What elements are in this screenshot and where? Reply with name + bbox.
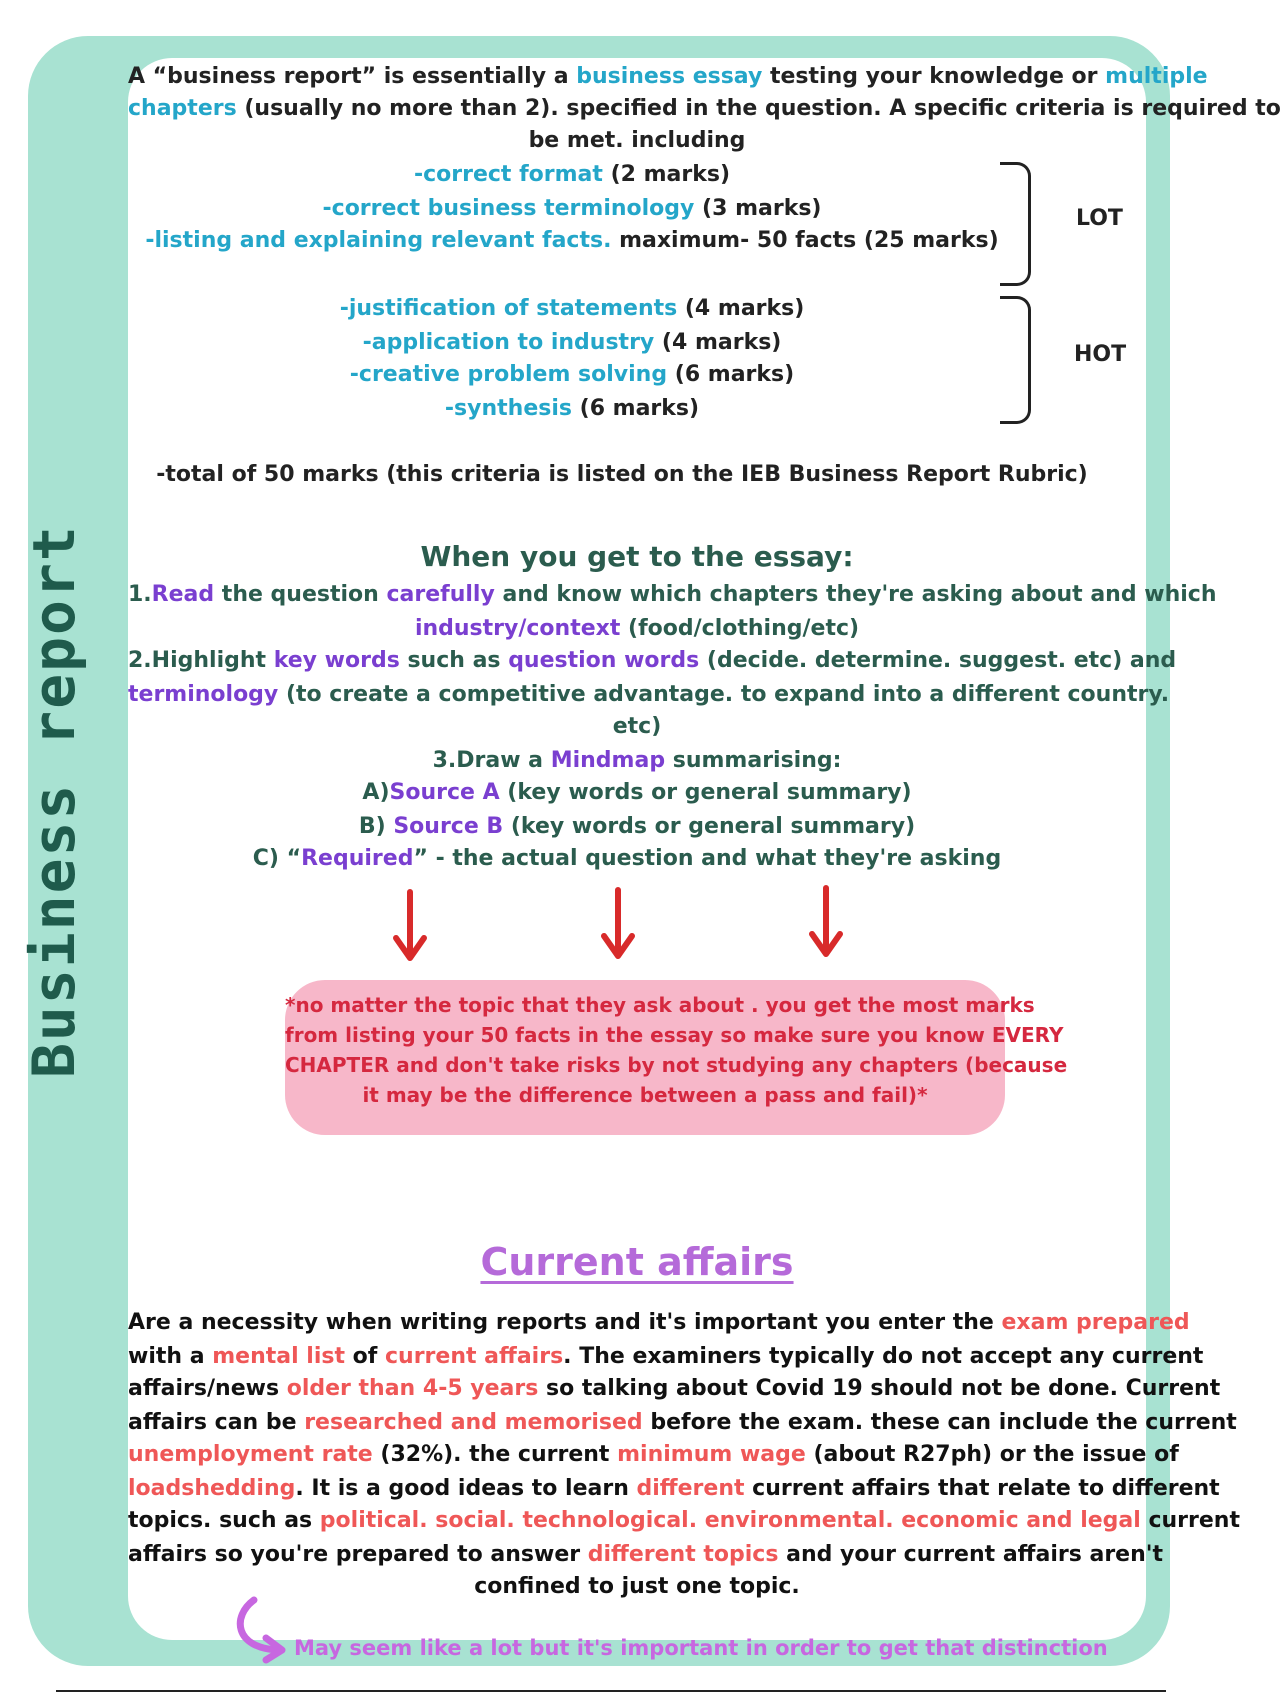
total-marks: -total of 50 marks (this criteria is listed on the IEB Business Report Rubric) <box>156 462 1088 487</box>
bottom-divider <box>56 1690 1166 1692</box>
current-line-6 <box>128 1476 1220 1501</box>
curved-arrow-icon <box>226 1594 296 1664</box>
current-line-4 <box>128 1410 1237 1435</box>
hot-marks: (4 marks) <box>654 330 782 355</box>
para-highlight: minimum wage <box>617 1442 806 1467</box>
hot-label: HOT <box>1074 342 1127 367</box>
para-highlight: political. social. technological. environmental. economic and legal <box>319 1508 1141 1533</box>
step-text: (decide. determine. suggest. etc) and <box>699 648 1177 673</box>
intro-line-3: be met. including <box>528 128 746 153</box>
step-term: question words <box>508 648 700 673</box>
step-2-line-2 <box>128 682 1170 707</box>
para-highlight: mental list <box>212 1344 345 1369</box>
step-text: (key words or general summary) <box>503 814 916 839</box>
arrow-down-icon <box>598 886 638 966</box>
step-term: industry/context <box>414 616 621 641</box>
note-line: it may be the difference between a pass and fail)* <box>362 1083 928 1107</box>
warning-note <box>285 980 1068 1135</box>
content-card <box>128 58 1281 1660</box>
essay-heading <box>128 540 1146 573</box>
lot-marks: (2 marks) <box>602 162 731 187</box>
para-text: and your current affairs aren't <box>778 1542 1164 1567</box>
intro-line-1 <box>128 64 1208 89</box>
step-text: (food/clothing/etc) <box>620 616 860 641</box>
step-text: 2.Highlight <box>128 648 274 673</box>
step-2-line-3: etc) <box>612 714 662 739</box>
para-highlight: older than 4-5 years <box>286 1376 539 1401</box>
step-term: Source B <box>393 814 504 839</box>
para-text: (about R27ph) or the issue of <box>805 1442 1179 1467</box>
para-text: . The examiners typically do not accept any current <box>563 1344 1204 1369</box>
step-2-line-1 <box>128 648 1177 673</box>
step-term: Required <box>301 846 414 871</box>
para-text: . It is a good ideas to learn <box>295 1476 637 1501</box>
intro-line-2 <box>128 96 1281 121</box>
intro-text: testing your knowledge or <box>762 64 1106 89</box>
current-affairs-heading-text: Current affairs <box>480 1240 794 1284</box>
para-text: current <box>1140 1508 1240 1533</box>
mindmap-b <box>128 814 1146 839</box>
intro-text: (usually no more than 2). specified in the question. A specific criteria is required to <box>236 96 1281 121</box>
intro-term: multiple <box>1105 64 1208 89</box>
note-line: CHAPTER and don't take risks by not studying any chapters (because <box>285 1053 1068 1077</box>
note-line: from listing your 50 facts in the essay so make sure you know EVERY <box>285 1023 1064 1047</box>
intro-term: chapters <box>128 96 237 121</box>
para-text: topics. such as <box>128 1508 320 1533</box>
essay-heading-text: When you get to the essay: <box>420 540 854 573</box>
lot-term: -correct format <box>413 162 603 187</box>
step-term: Read <box>151 582 215 607</box>
hot-marks: (6 marks) <box>667 362 795 387</box>
para-text: affairs can be <box>128 1410 305 1435</box>
para-text: so talking about Covid 19 should not be done. Current <box>538 1376 1221 1401</box>
step-text: ” - the actual question and what they're asking <box>413 846 1002 871</box>
hot-item <box>0 296 1146 321</box>
step-text: B) <box>358 814 394 839</box>
hot-term: -application to industry <box>362 330 655 355</box>
step-text: 1. <box>128 582 152 607</box>
step-text: A) <box>362 780 390 805</box>
mindmap-a <box>128 780 1146 805</box>
lot-marks: (3 marks) <box>694 196 822 221</box>
hot-item <box>0 396 1146 421</box>
step-text: (to create a competitive advantage. to expand into a different country. <box>278 682 1170 707</box>
current-affairs-heading <box>128 1240 1146 1284</box>
para-text: before the exam. these can include the current <box>642 1410 1237 1435</box>
para-text: with a <box>128 1344 213 1369</box>
note-line: *no matter the topic that they ask about . you get the most marks <box>285 993 1035 1017</box>
step-term: Mindmap <box>550 748 666 773</box>
hot-term: -creative problem solving <box>349 362 668 387</box>
lot-item <box>0 196 1146 221</box>
hot-term: -synthesis <box>444 396 572 421</box>
step-1-line-1 <box>128 582 1217 607</box>
para-text: Are a necessity when writing reports and it's important you enter the <box>128 1310 1002 1335</box>
current-line-1 <box>128 1310 1190 1335</box>
lot-bracket <box>1000 162 1031 286</box>
current-line-7 <box>128 1508 1240 1533</box>
para-text: current affairs that relate to different <box>744 1476 1220 1501</box>
para-text: of <box>344 1344 385 1369</box>
hot-marks: (6 marks) <box>571 396 700 421</box>
step-text: such as <box>399 648 509 673</box>
step-3 <box>128 748 1146 773</box>
arrow-down-icon <box>806 884 846 964</box>
hot-bracket <box>1000 296 1031 424</box>
step-text: summarising: <box>665 748 842 773</box>
step-text: the question <box>214 582 387 607</box>
step-term: key words <box>273 648 400 673</box>
current-line-2 <box>128 1344 1204 1369</box>
para-highlight: exam prepared <box>1001 1310 1190 1335</box>
lot-marks: maximum- 50 facts (25 marks) <box>611 228 999 253</box>
arrow-down-icon <box>390 888 430 968</box>
step-text: (key words or general summary) <box>499 780 912 805</box>
hot-marks: (4 marks) <box>677 296 805 321</box>
step-term: carefully <box>386 582 495 607</box>
hot-term: -justification of statements <box>339 296 678 321</box>
para-text: affairs so you're prepared to answer <box>128 1542 588 1567</box>
step-1-line-2 <box>128 616 1146 641</box>
current-line-3 <box>128 1376 1221 1401</box>
para-highlight: current affairs <box>385 1344 564 1369</box>
hot-item <box>0 362 1146 387</box>
hot-item <box>0 330 1146 355</box>
lot-label: LOT <box>1076 206 1123 231</box>
intro-text: A “business report” is essentially a <box>128 64 577 89</box>
para-highlight: researched and memorised <box>304 1410 643 1435</box>
current-line-9: confined to just one topic. <box>474 1574 800 1599</box>
side-title-text: Business report <box>20 524 88 1078</box>
step-text: and know which chapters they're asking about and which <box>494 582 1217 607</box>
para-highlight: unemployment rate <box>128 1442 373 1467</box>
step-term: Source A <box>389 780 500 805</box>
lot-item <box>0 228 1146 253</box>
footer-note: May seem like a lot but it's important in order to get that distinction <box>294 1636 1108 1660</box>
current-line-5 <box>128 1442 1179 1467</box>
lot-term: -listing and explaining relevant facts. <box>145 228 612 253</box>
current-line-8 <box>128 1542 1164 1567</box>
lot-item <box>0 162 1146 187</box>
step-text: C) “ <box>252 846 302 871</box>
para-text: affairs/news <box>128 1376 287 1401</box>
step-term: terminology <box>128 682 279 707</box>
mindmap-c <box>108 846 1146 871</box>
para-highlight: different <box>636 1476 745 1501</box>
para-highlight: different topics <box>587 1542 779 1567</box>
para-highlight: loadshedding <box>128 1476 296 1501</box>
lot-term: -correct business terminology <box>322 196 695 221</box>
step-text: 3.Draw a <box>432 748 551 773</box>
intro-term: business essay <box>576 64 763 89</box>
para-text: (32%). the current <box>372 1442 618 1467</box>
